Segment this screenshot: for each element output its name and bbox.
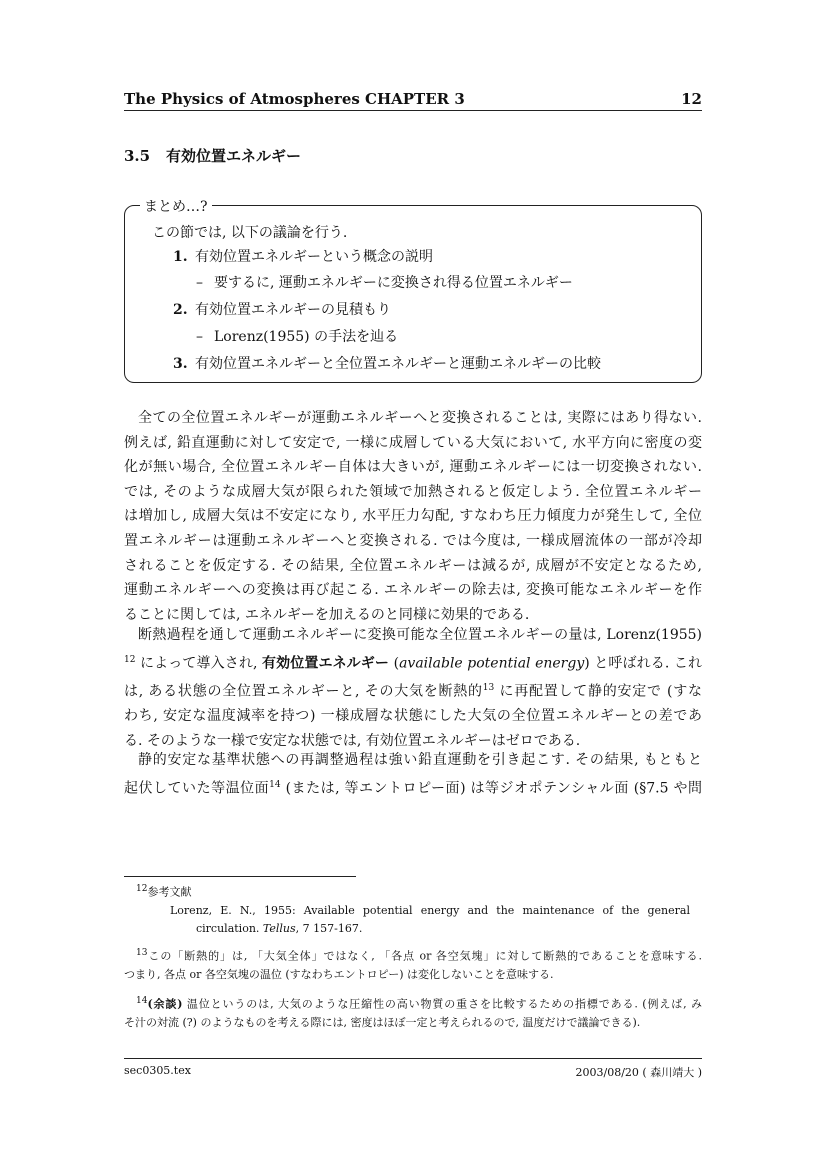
body-paragraph-3 (124, 748, 702, 801)
summary-item-2 (173, 299, 391, 319)
footer-date-author: 2003/08/20 ( 森川靖大 ) (575, 1066, 702, 1079)
section-title: 有効位置エネルギー (166, 147, 302, 165)
item-dash: – (196, 275, 203, 291)
footnote-mark: 12 (136, 884, 148, 894)
footnote-title: 参考文献 (147, 885, 192, 899)
item-number: 3. (173, 356, 188, 372)
summary-subitem-2 (196, 326, 398, 346)
summary-subitem-1 (196, 272, 573, 292)
paragraph-line: 全ての全位置エネルギーが運動エネルギーへと変換されることは, 実際にはあり得ない. (138, 410, 702, 426)
running-header (124, 90, 702, 108)
section-heading (124, 145, 301, 166)
paragraph-line: は増加し, 成層大気は不安定になり, 水平圧力勾配, すなわち圧力傾度力が発生して, 全位 (124, 508, 702, 525)
summary-box-title: まとめ…? (140, 196, 212, 216)
paragraph-line: 運動エネルギーへの変換は再び起こる. エネルギーの除去は, 変換可能なエネルギーを作 (124, 582, 702, 599)
footnote-mark: 14 (136, 996, 148, 1006)
item-text: 有効位置エネルギーの見積もり (195, 302, 391, 318)
footnote-line: つまり, 各点 or 各空気塊の温位 (すなわちエントロピー) は変化しないことを意味する. (124, 967, 554, 981)
footnote-13 (124, 944, 702, 984)
paragraph-line: 断熱過程を通して運動エネルギーに変換可能な全位置エネルギーの量は, Lorenz(1955) (138, 627, 702, 643)
term-bold: 有効位置エネルギー (261, 655, 390, 672)
paragraph-line: されることを仮定する. その結果, 全位置エネルギーは減るが, 成層が不安定となるため, (124, 557, 702, 574)
item-number: 1. (173, 249, 188, 265)
footnote-ref-12[interactable]: 12 (124, 654, 136, 665)
paragraph-line: わち, 安定な温度減率を持つ) 一様成層な状態にした大気の全位置エネルギーとの差であ (124, 708, 702, 725)
journal-name: Tellus (262, 922, 296, 935)
reference-line: Lorenz, E. N., 1955: Available potential energy and the maintenance of the general (170, 904, 690, 917)
body-paragraph-2 (124, 623, 702, 753)
header-title: The Physics of Atmospheres CHAPTER 3 (124, 90, 465, 108)
paragraph-line: 置エネルギーは運動エネルギーへと変換される. では今度は, 一様成層流体の一部が冷却 (124, 532, 702, 549)
footnote-12-reference (170, 902, 690, 938)
footnote-ref-13[interactable]: 13 (482, 682, 495, 693)
term-english: available potential energy (399, 655, 585, 672)
footer-filename: sec0305.tex (124, 1064, 191, 1077)
item-number: 2. (173, 302, 188, 318)
footnote-12 (136, 880, 191, 902)
item-text: 有効位置エネルギーと全位置エネルギーと運動エネルギーの比較 (195, 356, 601, 372)
footnote-line: $^{14}$(余談) 温位というのは, 大気のような圧縮性の高い物質の重さを比較するための指標である. (例えば, み (136, 996, 702, 1011)
paragraph-line: 化が無い場合, 全位置エネルギー自体は大きいが, 運動エネルギーには一切変換されない. (124, 459, 702, 476)
item-text: 有効位置エネルギーという概念の説明 (195, 249, 433, 265)
paragraph-line: 起伏していた等温位面$^{14}$ (または, 等エントロピー面) は等ジオポテンシャル面 (§7.5 や問 (124, 779, 702, 797)
footnote-line: $^{13}$この「断熱的」は, 「大気全体」ではなく, 「各点 or 各空気塊」に対して断熱的であることを意味する. (136, 948, 702, 963)
body-paragraph-1 (124, 406, 702, 627)
footnote-rule (124, 876, 356, 877)
summary-intro: この節では, 以下の議論を行う. (152, 225, 348, 241)
header-rule (124, 110, 702, 111)
paragraph-line: る. そのような一様で安定な状態では, 有効位置エネルギーはゼロである. (124, 732, 581, 749)
footnote-14 (124, 992, 702, 1032)
summary-item-3 (173, 353, 601, 373)
footnote-ref-14[interactable]: 14 (269, 779, 281, 790)
item-text: 要するに, 運動エネルギーに変換され得る位置エネルギー (214, 275, 573, 291)
paragraph-line: $^{12}$ によって導入され, 有効位置エネルギー (available potential energy) と呼ばれる. これ (124, 654, 702, 672)
item-dash: – (196, 329, 203, 345)
paragraph-line: 例えば, 鉛直運動に対して安定で, 一様に成層している大気において, 水平方向に密度の変 (124, 434, 702, 451)
footer-rule (124, 1058, 702, 1059)
paragraph-line: では, そのような成層大気が限られた領域で加熱されると仮定しよう. 全位置エネルギー (124, 483, 702, 500)
section-number: 3.5 (124, 147, 151, 165)
paragraph-line: は, ある状態の全位置エネルギーと, その大気を断熱的$^{13}$ に再配置して静的安定で (すな (124, 682, 702, 700)
page-number: 12 (681, 90, 702, 108)
summary-item-1 (173, 246, 433, 266)
item-text: Lorenz(1955) の手法を辿る (214, 329, 399, 345)
paragraph-line: ることに関しては, エネルギーを加えるのと同様に効果的である. (124, 606, 530, 623)
paragraph-line: 静的安定な基準状態への再調整過程は強い鉛直運動を引き起こす. その結果, もともと (138, 752, 702, 768)
footnote-line: そ汁の対流 (?) のようなものを考える際には, 密度はほぼ一定と考えられるので, 温度だけで議論できる). (124, 1015, 641, 1029)
footnote-mark: 13 (136, 948, 148, 958)
reference-line: circulation. Tellus, 7 157-167. (196, 922, 363, 935)
